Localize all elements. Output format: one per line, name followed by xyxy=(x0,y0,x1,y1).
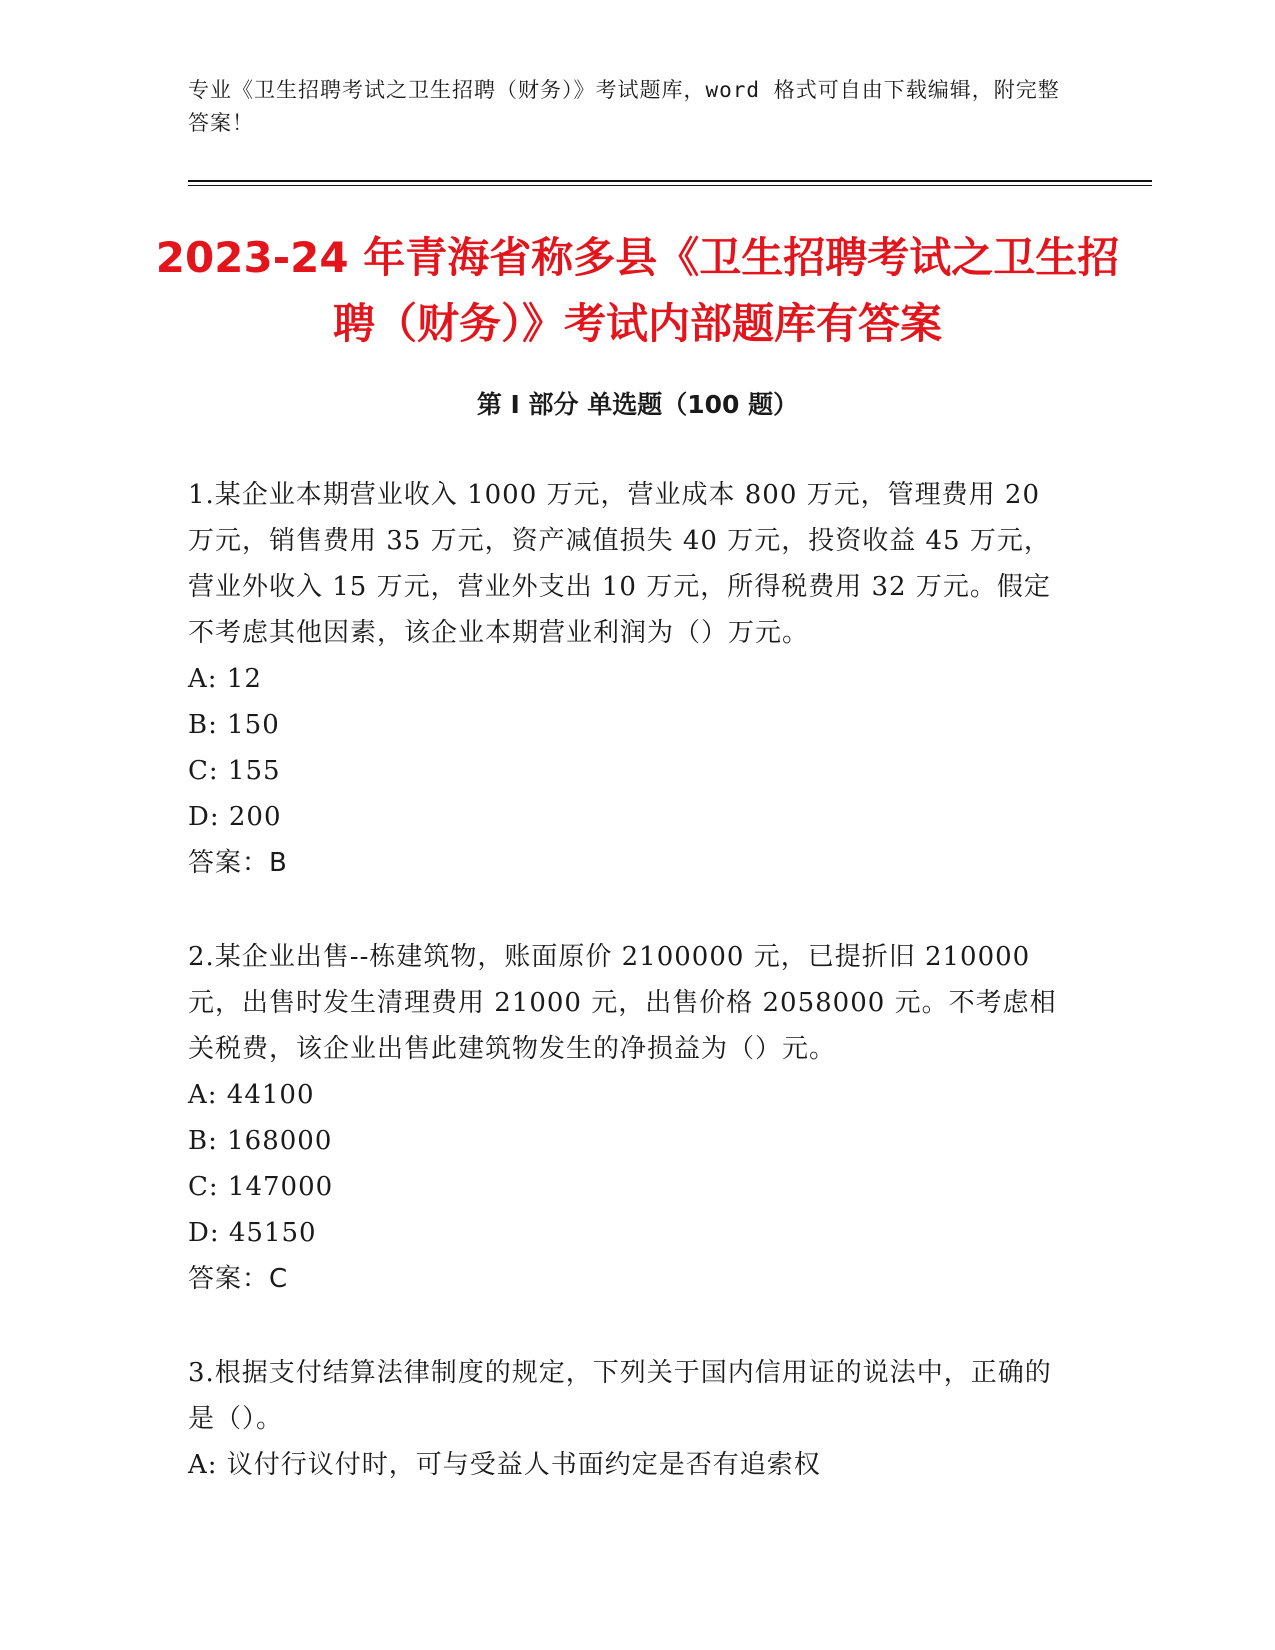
option-a: A: 44100 xyxy=(188,1080,315,1110)
option-b: B: 150 xyxy=(188,710,280,740)
option-d: D: 45150 xyxy=(188,1218,317,1248)
option-a: A: 议付行议付时，可与受益人书面约定是否有追索权 xyxy=(188,1450,821,1480)
question-3 xyxy=(188,1350,1068,1488)
header-divider-thin xyxy=(188,185,1152,186)
option-a: A: 12 xyxy=(188,664,262,694)
question-text: 2.某企业出售--栋建筑物，账面原价 2100000 元，已提折旧 210000 元，出售时发生清理费用 21000 元，出售价格 2058000 元。不考虑相关税费，该企业出售此建筑物发生的净损益为（）元。 xyxy=(188,942,1057,1064)
option-d: D: 200 xyxy=(188,802,282,832)
question-1 xyxy=(188,472,1068,886)
option-c: C: 147000 xyxy=(188,1172,334,1202)
question-2 xyxy=(188,934,1068,1302)
header-divider xyxy=(188,180,1152,182)
question-text: 3.根据支付结算法律制度的规定，下列关于国内信用证的说法中，正确的是（）。 xyxy=(188,1358,1052,1434)
section-title: 第 I 部分 单选题（100 题） xyxy=(476,390,799,419)
header-note: 专业《卫生招聘考试之卫生招聘（财务）》考试题库，word 格式可自由下载编辑，附完整答案！ xyxy=(188,78,1060,135)
option-c: C: 155 xyxy=(188,756,281,786)
answer: 答案：C xyxy=(188,1264,289,1294)
document-title: 2023-24 年青海省称多县《卫生招聘考试之卫生招聘（财务）》考试内部题库有答案 xyxy=(155,233,1120,348)
answer: 答案：B xyxy=(188,848,288,878)
option-b: B: 168000 xyxy=(188,1126,333,1156)
question-text: 1.某企业本期营业收入 1000 万元，营业成本 800 万元，管理费用 20 万元，销售费用 35 万元，资产减值损失 40 万元，投资收益 45 万元，营业外收入 15 万元，营业外支出 10 万元，所得税费用 32 万元。假定不考虑其他因素，该企业本期营业利润为（）万元。 xyxy=(188,480,1051,648)
